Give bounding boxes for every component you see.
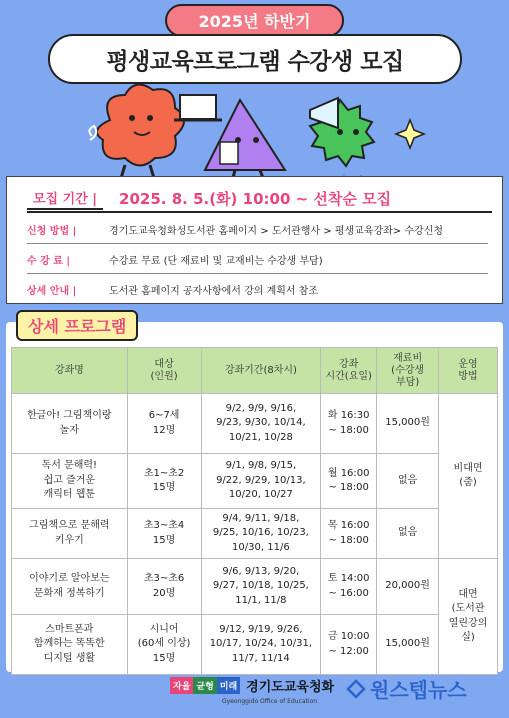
course-period: 9/1, 9/8, 9/15, 9/22, 9/29, 10/13, 10/20, 10/27 xyxy=(201,454,321,509)
watermark-text: 원스텝뉴스 xyxy=(370,678,467,702)
column-header-fee: 재료비 (수강생 부담) xyxy=(377,348,439,394)
course-target: 초3~초6 20명 xyxy=(127,559,201,615)
course-time: 금 10:00 ~ 12:00 xyxy=(321,615,377,675)
badge-word: 자율 xyxy=(170,677,193,694)
course-fee: 없음 xyxy=(377,454,439,509)
apply-method-label: 신청 방법 | xyxy=(27,225,77,237)
course-name: 그림책으로 문해력 키우기 xyxy=(12,509,128,559)
course-name: 스마트폰과 함께하는 똑똑한 디지털 생활 xyxy=(12,615,128,675)
table-row xyxy=(12,559,498,615)
course-name: 한글아! 그림책이랑 놀자 xyxy=(12,394,128,454)
table-header-row xyxy=(12,348,498,394)
fee-value: 수강료 무료 (단 재료비 및 교재비는 수강생 부담) xyxy=(109,255,323,267)
method-offline: 대면 (도서관 열린강의실) xyxy=(439,559,498,675)
column-header-period: 강좌기간(8차시) xyxy=(201,348,321,394)
course-period: 9/6, 9/13, 9/20, 9/27, 10/18, 10/25, 11/1, 11/8 xyxy=(201,559,321,615)
column-header-time: 강좌 시간(요일) xyxy=(321,348,377,394)
course-fee: 15,000원 xyxy=(377,394,439,454)
course-name: 이야기로 알아보는 문화재 정복하기 xyxy=(12,559,128,615)
course-target: 시니어 (60세 이상) 15명 xyxy=(127,615,201,675)
column-header-target: 대상 (인원) xyxy=(127,348,201,394)
course-period: 9/12, 9/19, 9/26, 10/17, 10/24, 10/31, 11/7, 11/14 xyxy=(201,615,321,675)
divider xyxy=(27,273,488,274)
detail-program-tab: 상세 프로그램 xyxy=(16,310,138,341)
orange-mascot-icon xyxy=(97,85,184,185)
season-pill: 2025년 하반기 xyxy=(165,4,345,37)
divider xyxy=(27,243,488,244)
badge-word: 미래 xyxy=(217,677,240,694)
course-period: 9/2, 9/9, 9/16, 9/23, 9/30, 10/14, 10/21, 10/28 xyxy=(201,394,321,454)
period-label: 모집 기간 | xyxy=(27,187,103,210)
watermark-logo-icon xyxy=(346,679,366,699)
table-row xyxy=(12,394,498,454)
course-fee: 20,000원 xyxy=(377,559,439,615)
detail-info-value: 도서관 홈페이지 공자사항에서 강의 계획서 참조 xyxy=(109,285,319,297)
period-value: 2025. 8. 5.(화) 10:00 ~ 선착순 모집 xyxy=(119,189,392,208)
org-badge-icon xyxy=(170,677,240,694)
apply-method-value: 경기도교육청화성도서관 홈페이지 > 도서관행사 > 평생교육강좌> 수강신청 xyxy=(109,225,444,237)
footer-logo xyxy=(170,676,334,695)
table-row xyxy=(12,615,498,675)
table-row xyxy=(12,509,498,559)
course-target: 초1~초2 15명 xyxy=(127,454,201,509)
megaphone-icon xyxy=(310,98,338,128)
badge-word: 균형 xyxy=(193,677,216,694)
org-name: 경기도교육청화 xyxy=(246,680,335,695)
course-time: 목 16:00 ~ 18:00 xyxy=(321,509,377,559)
period-row xyxy=(27,187,492,209)
column-header-course: 강좌명 xyxy=(12,348,128,394)
table-row xyxy=(12,454,498,509)
course-target: 초3~초4 15명 xyxy=(127,509,201,559)
course-name: 독서 문해력! 쉽고 즐거운 캐릭터 웹툰 xyxy=(12,454,128,509)
course-target: 6~7세 12명 xyxy=(127,394,201,454)
divider xyxy=(27,211,492,213)
course-time: 월 16:00 ~ 18:00 xyxy=(321,454,377,509)
page-title: 평생교육프로그램 수강생 모집 xyxy=(48,34,462,84)
method-online: 비대면 (줌) xyxy=(439,394,498,559)
org-name-en: Gyeonggido Office of Education xyxy=(222,698,318,705)
fee-label: 수 강 료 | xyxy=(27,255,71,267)
course-fee: 없음 xyxy=(377,509,439,559)
course-fee: 15,000원 xyxy=(377,615,439,675)
apply-method-row xyxy=(27,217,488,241)
course-time: 화 16:30 ~ 18:00 xyxy=(321,394,377,454)
detail-info-row xyxy=(27,277,488,301)
program-table xyxy=(11,347,498,675)
detail-info-label: 상세 안내 | xyxy=(27,285,77,297)
course-time: 토 14:00 ~ 16:00 xyxy=(321,559,377,615)
recruitment-info-box xyxy=(6,176,503,304)
mascot-illustration xyxy=(70,70,450,190)
course-period: 9/4, 9/11, 9/18, 9/25, 10/16, 10/23, 10/30, 11/6 xyxy=(201,509,321,559)
laptop-icon xyxy=(174,95,222,120)
fee-row xyxy=(27,247,488,271)
news-watermark xyxy=(346,674,467,703)
column-header-method: 운영 방법 xyxy=(439,348,498,394)
